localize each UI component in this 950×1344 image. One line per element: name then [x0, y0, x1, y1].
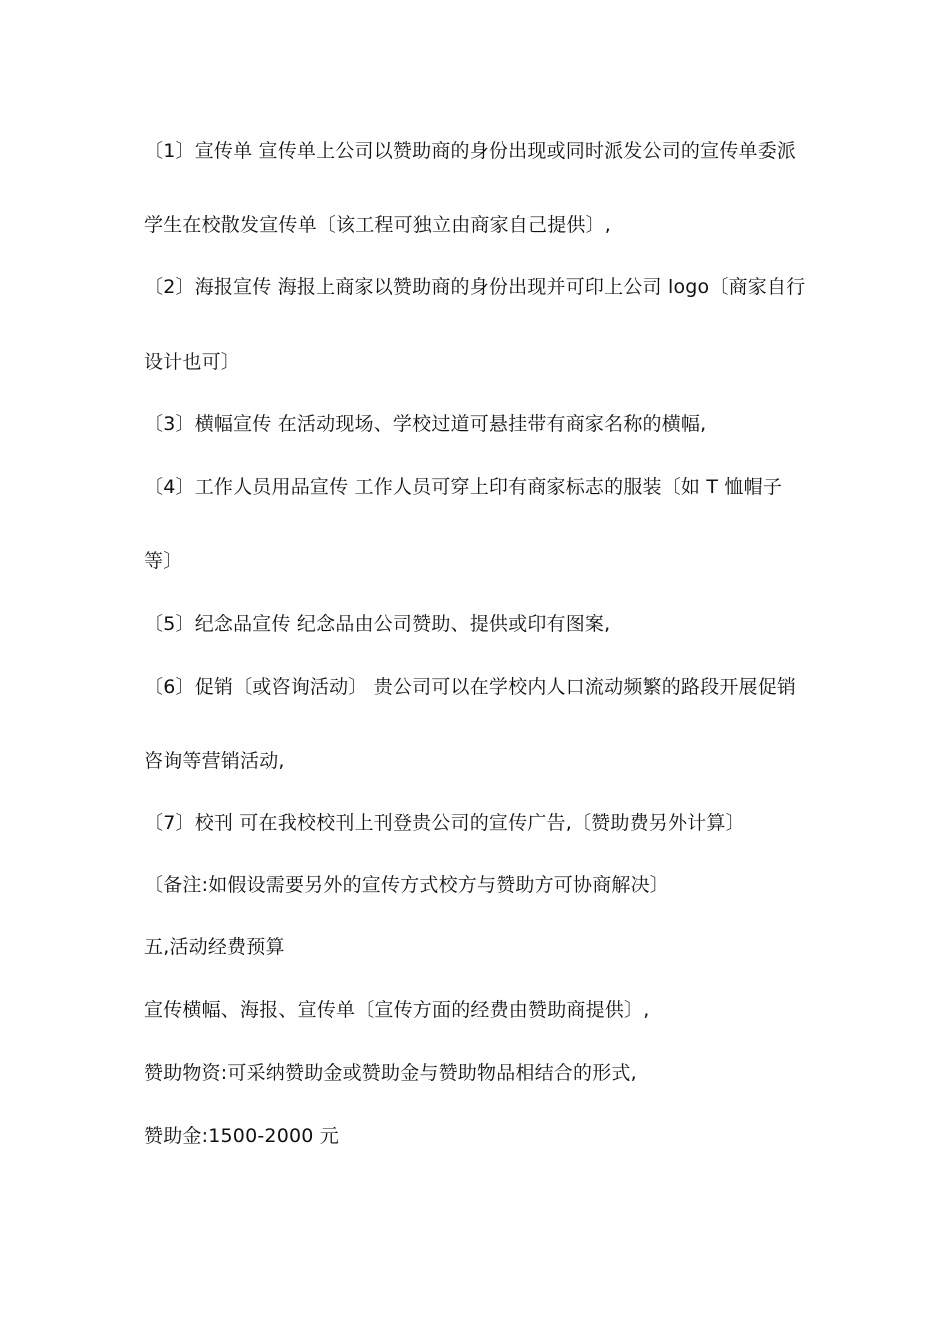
- item-7-school-magazine-line: 〔7〕校刊 可在我校校刊上刊登贵公司的宣传广告,〔赞助费另外计算〕: [144, 812, 745, 834]
- budget-sponsorship-amount-line: 赞助金:1500-2000 元: [144, 1125, 340, 1147]
- item-1-flyer-line-2: 学生在校散发宣传单〔该工程可独立由商家自己提供〕,: [144, 214, 612, 236]
- budget-materials-line: 赞助物资:可采纳赞助金或赞助金与赞助物品相结合的形式,: [144, 1062, 637, 1084]
- budget-promotion-line: 宣传横幅、海报、宣传单〔宣传方面的经费由赞助商提供〕,: [144, 999, 650, 1021]
- item-2-poster-line-2: 设计也可〕: [144, 351, 241, 373]
- item-4-staff-supplies-line-1: 〔4〕工作人员用品宣传 工作人员可穿上印有商家标志的服装〔如 T 恤帽子: [144, 476, 783, 498]
- item-5-souvenir-line: 〔5〕纪念品宣传 纪念品由公司赞助、提供或印有图案,: [144, 613, 611, 635]
- item-1-flyer-line-1: 〔1〕宣传单 宣传单上公司以赞助商的身份出现或同时派发公司的宣传单委派: [144, 140, 797, 162]
- section-five-heading: 五,活动经费预算: [144, 936, 285, 958]
- item-6-promotion-line-2: 咨询等营销活动,: [144, 750, 285, 772]
- item-4-staff-supplies-line-2: 等〕: [144, 550, 183, 572]
- item-6-promotion-line-1: 〔6〕促销〔或咨询活动〕 贵公司可以在学校内人口流动频繁的路段开展促销: [144, 676, 797, 698]
- item-2-poster-line-1: 〔2〕海报宣传 海报上商家以赞助商的身份出现并可印上公司 logo〔商家自行: [144, 276, 806, 298]
- item-3-banner-line: 〔3〕横幅宣传 在活动现场、学校过道可悬挂带有商家名称的横幅,: [144, 413, 707, 435]
- remark-line: 〔备注:如假设需要另外的宣传方式校方与赞助方可协商解决〕: [144, 874, 670, 896]
